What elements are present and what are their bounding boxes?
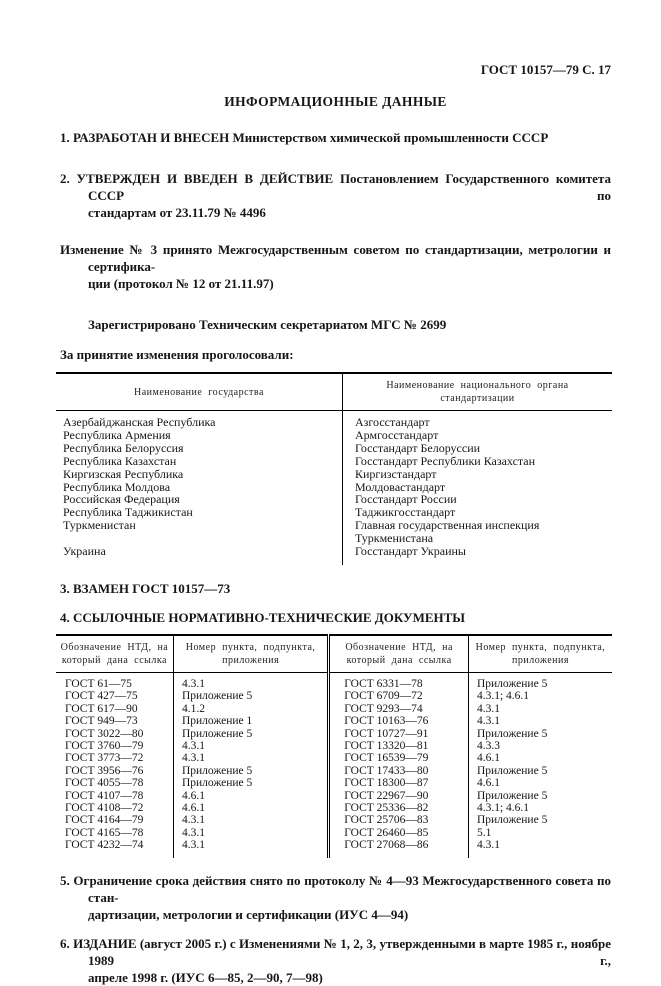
refs-header-ntd-left: Обозначение НТД, на который дана ссылка <box>56 635 173 673</box>
point-cell-right: Приложение 5 <box>476 677 548 690</box>
point-cell-left: 4.6.1 <box>181 789 205 802</box>
table-row <box>56 703 612 715</box>
table-row <box>56 442 612 455</box>
point-cell-right: Приложение 5 <box>476 764 548 777</box>
amendment-line1: Изменение № 3 принято Межгосударственным советом по стандартизации, метрологии и сертифика- <box>60 242 611 274</box>
org-cell: Госстандарт Белоруссии <box>355 440 481 455</box>
ntd-cell-left: ГОСТ 427—75 <box>56 690 173 702</box>
point-cell-right: 4.3.1; 4.6.1 <box>476 802 530 815</box>
section-5 <box>60 872 611 923</box>
point-cell-left: Приложение 5 <box>181 727 253 740</box>
ntd-cell-right: ГОСТ 16539—79 <box>329 752 469 764</box>
table-row <box>56 827 612 839</box>
point-cell-left: Приложение 5 <box>181 690 253 703</box>
votes-header-country: Наименование государства <box>56 373 343 411</box>
vote-intro: За принятие изменения проголосовали: <box>60 347 294 362</box>
section-3: 3. ВЗАМЕН ГОСТ 10157—73 <box>60 580 231 596</box>
section-2-line2: стандартам от 23.11.79 № 4496 <box>88 205 266 220</box>
ntd-cell-left: ГОСТ 4232—74 <box>56 839 173 857</box>
point-cell-right: 4.3.3 <box>476 740 500 752</box>
table-row <box>56 690 612 702</box>
table-row <box>56 429 612 442</box>
refs-header-point-right: Номер пункта, подпункта, приложения <box>468 635 612 673</box>
ntd-cell-right: ГОСТ 25706—83 <box>329 814 469 826</box>
table-row <box>56 728 612 740</box>
table-row <box>56 765 612 777</box>
point-cell-left: Приложение 1 <box>181 715 253 728</box>
country-cell: Республика Армения <box>56 429 343 442</box>
ntd-cell-right: ГОСТ 25336—82 <box>329 802 469 814</box>
point-cell-right: 4.3.1 <box>476 839 500 852</box>
org-cell: Главная государственная инспекция Туркменистана <box>355 518 540 546</box>
refs-table <box>56 634 612 858</box>
ntd-cell-left: ГОСТ 4108—72 <box>56 802 173 814</box>
table-row <box>56 519 612 545</box>
refs-header-point-left: Номер пункта, подпункта, приложения <box>173 635 328 673</box>
ntd-cell-left: ГОСТ 3760—79 <box>56 740 173 752</box>
section-6-line2: апреле 1998 г. (ИУС 6—85, 2—90, 7—98) <box>88 969 323 985</box>
registered-note: Зарегистрировано Техническим секретариатом МГС № 2699 <box>88 317 447 332</box>
country-cell: Туркменистан <box>56 519 343 545</box>
votes-header-org: Наименование национального органа стандартизации <box>343 373 613 411</box>
point-cell-left: 4.6.1 <box>181 802 205 815</box>
table-row <box>56 545 612 565</box>
ntd-cell-left: ГОСТ 3022—80 <box>56 728 173 740</box>
votes-table-body <box>56 411 612 565</box>
page-header: ГОСТ 10157—79 С. 17 <box>480 62 611 77</box>
votes-table <box>56 372 612 565</box>
refs-header-row <box>56 635 612 673</box>
ntd-cell-right: ГОСТ 18300—87 <box>329 777 469 789</box>
table-row <box>56 468 612 481</box>
point-cell-left: 4.1.2 <box>181 702 205 715</box>
country-cell: Киргизская Республика <box>56 468 343 481</box>
table-row <box>56 790 612 802</box>
point-cell-right: 5.1 <box>476 826 492 839</box>
point-cell-right: 4.3.1 <box>476 702 500 715</box>
section-2-line1: 2. УТВЕРЖДЕН И ВВЕДЕН В ДЕЙСТВИЕ Постановлением Государственного комитета СССР по <box>60 171 611 203</box>
refs-table-head <box>56 635 612 673</box>
section-6-line1: 6. ИЗДАНИЕ (август 2005 г.) с Изменениями № 1, 2, 3, утвержденными в марте 1985 г., ноябре 1989 г., <box>60 935 611 968</box>
ntd-cell-right: ГОСТ 27068—86 <box>329 839 469 857</box>
ntd-cell-left: ГОСТ 3956—76 <box>56 765 173 777</box>
point-cell-right: 4.3.1; 4.6.1 <box>476 690 530 703</box>
amendment-line2: ции (протокол № 12 от 21.11.97) <box>88 276 274 291</box>
point-cell-left: 4.3.1 <box>181 814 205 827</box>
point-cell-left: 4.3.1 <box>181 826 205 839</box>
ntd-cell-right: ГОСТ 17433—80 <box>329 765 469 777</box>
org-cell: Киргизстандарт <box>355 466 437 481</box>
org-cell: Госстандарт Республики Казахстан <box>355 453 536 468</box>
country-cell: Республика Молдова <box>56 481 343 494</box>
refs-header-ntd-right: Обозначение НТД, на который дана ссылка <box>329 635 469 673</box>
point-cell-left: 4.3.1 <box>181 677 205 690</box>
section-6 <box>60 935 611 986</box>
votes-table-head <box>56 373 612 411</box>
org-cell: Госстандарт России <box>355 492 457 507</box>
section-5-line2: дартизации, метрологии и сертификации (ИУС 4—94) <box>88 906 409 922</box>
country-cell: Республика Белоруссия <box>56 442 343 455</box>
ntd-cell-right: ГОСТ 10727—91 <box>329 728 469 740</box>
section-4: 4. ССЫЛОЧНЫЕ НОРМАТИВНО-ТЕХНИЧЕСКИЕ ДОКУМЕНТЫ <box>60 609 466 625</box>
table-row <box>56 802 612 814</box>
org-cell: Таджикгосстандарт <box>355 505 456 520</box>
page-title: ИНФОРМАЦИОННЫЕ ДАННЫЕ <box>224 94 447 109</box>
votes-header-row <box>56 373 612 411</box>
org-cell: Молдовастандарт <box>355 479 446 494</box>
point-cell-left: Приложение 5 <box>181 764 253 777</box>
ntd-cell-left: ГОСТ 4164—79 <box>56 814 173 826</box>
ntd-cell-left: ГОСТ 4165—78 <box>56 827 173 839</box>
table-row <box>56 839 612 857</box>
ntd-cell-left: ГОСТ 4055—78 <box>56 777 173 789</box>
ntd-cell-right: ГОСТ 26460—85 <box>329 827 469 839</box>
point-cell-right: Приложение 5 <box>476 789 548 802</box>
point-cell-left: 4.3.1 <box>181 740 205 752</box>
table-row <box>56 752 612 764</box>
ntd-cell-left: ГОСТ 4107—78 <box>56 790 173 802</box>
table-row <box>56 411 612 429</box>
ntd-cell-left: ГОСТ 949—73 <box>56 715 173 727</box>
amendment-note <box>60 241 611 292</box>
table-row <box>56 455 612 468</box>
point-cell-right: Приложение 5 <box>476 814 548 827</box>
table-row <box>56 715 612 727</box>
point-cell-left: Приложение 5 <box>181 777 253 790</box>
ntd-cell-right: ГОСТ 13320—81 <box>329 740 469 752</box>
section-2 <box>60 170 611 221</box>
org-cell: Азгосстандарт <box>355 415 430 429</box>
table-row <box>56 672 612 690</box>
org-cell: Армгосстандарт <box>355 427 439 442</box>
table-row <box>56 777 612 789</box>
country-cell: Украина <box>56 545 343 565</box>
refs-table-body <box>56 672 612 857</box>
ntd-cell-left: ГОСТ 617—90 <box>56 703 173 715</box>
ntd-cell-right: ГОСТ 10163—76 <box>329 715 469 727</box>
ntd-cell-right: ГОСТ 6709—72 <box>329 690 469 702</box>
country-cell: Российская Федерация <box>56 493 343 506</box>
point-cell-right: 4.6.1 <box>476 752 500 765</box>
ntd-cell-left: ГОСТ 61—75 <box>56 672 173 690</box>
point-cell-left: 4.3.1 <box>181 752 205 765</box>
table-row <box>56 814 612 826</box>
point-cell-right: 4.3.1 <box>476 715 500 728</box>
section-1: 1. РАЗРАБОТАН И ВНЕСЕН Министерством химической промышленности СССР <box>60 130 549 145</box>
country-cell: Республика Таджикистан <box>56 506 343 519</box>
point-cell-right: 4.6.1 <box>476 777 500 790</box>
country-cell: Азербайджанская Республика <box>56 411 343 429</box>
ntd-cell-left: ГОСТ 3773—72 <box>56 752 173 764</box>
ntd-cell-right: ГОСТ 9293—74 <box>329 703 469 715</box>
section-5-line1: 5. Ограничение срока действия снято по протоколу № 4—93 Межгосударственного совета по стан- <box>60 872 611 905</box>
org-cell: Госстандарт Украины <box>355 544 466 559</box>
ntd-cell-right: ГОСТ 6331—78 <box>329 672 469 690</box>
table-row <box>56 740 612 752</box>
ntd-cell-right: ГОСТ 22967—90 <box>329 790 469 802</box>
point-cell-right: Приложение 5 <box>476 727 548 740</box>
country-cell: Республика Казахстан <box>56 455 343 468</box>
point-cell-left: 4.3.1 <box>181 839 205 852</box>
